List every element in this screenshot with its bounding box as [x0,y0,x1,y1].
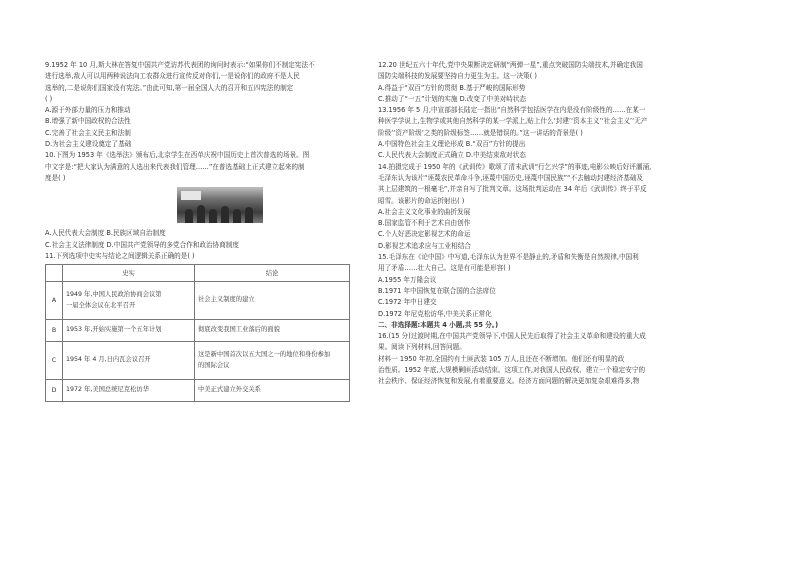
table-row [46,342,350,380]
row-letter: C [46,342,63,380]
question-15-option-c: C.1972 年中日建交 [378,298,437,307]
row-letter: A [46,282,63,320]
question-14-option-d: D.影视艺术追求应与工业相结合 [378,241,471,250]
row-conclusion: 社会主义制度的建立 [195,282,350,320]
question-14-option-b: B.国家监管不利于艺术自由创作 [378,219,471,228]
question-15-option-d: D.1972 年尼克松访华,中美关系正常化 [378,309,492,318]
question-10-line: 中文字是:“把大家认为满意的人选出来代表我们管理……”在普选基础上正式建立起来的制 [45,162,305,171]
question-14 [378,162,741,252]
table-header-fact: 史实 [63,265,195,282]
question-12-option-ab: A.得益于“双百”方针的贯彻 B.基于严峻的国际形势 [378,83,526,92]
question-12 [378,60,741,105]
question-9-option-b: B.增强了新中国政权的合法性 [45,117,131,126]
row-conclusion: 中美正式建立外交关系 [195,380,350,402]
row-fact: 1949 年,中国人民政治协商会议第 一届全体会议在北平召开 [63,282,195,320]
question-16-line: 治性质。1952 年底,大规模剿匪活动结束。这项工作,对我国人民政权、建立一个稳定安宁的 [378,366,646,375]
question-9-line: 进行选举,敌人可以用两种说法向工农群众进行宣传反对你们,一是说你们的政府不是人民 [45,72,300,81]
left-column [45,0,408,402]
row-letter: D [46,380,63,402]
question-11 [45,251,408,402]
question-15-option-a: A.1955 年万隆会议 [378,275,437,284]
question-15-line: 用了矛盾……壮大自己。这是有可能是形容( ) [378,264,511,273]
question-13-option-ab: A.中国特色社会主义理论形成 B.“双百”方针的提出 [378,140,526,149]
table-row [46,282,350,320]
question-11-stem: 11.下列选项中史实与结论之间逻辑关系正确的是( ) [45,251,195,260]
question-14-option-c: C.个人好恶决定影视艺术的命运 [378,230,471,239]
question-14-line: 毛泽东认为该片“诬蔑农民革命斗争,诬蔑中国历史,诬蔑中国民族”“不去触动封建经济基础及 [378,173,644,182]
question-14-option-a: A.社会主义文化事业的曲折发展 [378,207,471,216]
question-10-line: 10.下图为 1953 年《选举法》颁布后,北京学生在西单庆祝中国历史上首次普选的场景。图 [45,151,310,160]
table-header-conclusion: 结论 [195,265,350,282]
question-9-option-a: A.源于外部力量的压力和推动 [45,106,131,115]
question-9-line: ( ) [45,94,53,103]
question-10-option-ab: A.人民代表大会制度 B.民族区域自治制度 [45,229,166,238]
right-column [378,0,741,388]
question-16-line: 16.(15 分)过渡时期,在中国共产党领导下,中国人民先后取得了社会主义革命和建设的重大成 [378,332,646,341]
row-fact: 1972 年,美国总统尼克松访华 [63,380,195,402]
question-16-line: 社会秩序、保证经济恢复和发展,有着重要意义。经济方面问题的解决更加复杂艰难得多,物 [378,377,640,386]
question-15 [378,252,741,320]
question-14-line: 昭雪。该影片的命运折射出( ) [378,196,465,205]
question-9-line: 9.1952 年 10 月,斯大林在答复中国共产党访苏代表团的询问时表示:“如果你们不制定宪法不 [45,61,315,69]
question-12-option-cd: C.推动了“一五”计划的实施 D.改变了中美对峙状态 [378,94,527,103]
question-14-line: 14.拍摄完成于 1950 年的《武训传》歌颂了清末武训“行乞兴学”的事迹,电影公映后好评潮涌, [378,162,652,171]
question-13 [378,105,741,161]
question-9-line: 选举的,二是说你们国家没有宪法。”由此可知,第一届全国人大的召开和五四宪法的制定 [45,83,294,92]
question-13-option-cd: C.人民代表大会制度正式确立 D.中美结束敌对状态 [378,151,526,160]
question-11-table [45,264,350,402]
table-header-row [46,265,350,282]
question-9 [45,60,408,150]
table-row [46,380,350,402]
row-letter: B [46,320,63,342]
question-15-option-b: B.1971 年中国恢复在联合国的合法席位 [378,286,496,295]
table-row [46,320,350,342]
question-12-line: 12.20 世纪五六十年代,党中央果断决定研制“两弹一星”,重点突破国防尖端技术,并确定我国 [378,61,643,69]
question-14-line: 其上层建筑的一根毫毛”,并亲自写了批判文章。这场批判运动在 34 年后《武训传》终于平反 [378,185,647,194]
row-conclusion: 彻底改变我国工业落后的面貌 [195,320,350,342]
question-10 [45,150,408,250]
election-celebration-photo [177,187,263,223]
question-13-line: 阶级’‘资产阶级’之类的阶级标签……就是错误的。”这一讲话的背景是( ) [378,128,583,137]
row-fact: 1953 年,开始实施第一个五年计划 [63,320,195,342]
question-16 [378,331,741,387]
question-9-option-c: C.完善了社会主义民主和法制 [45,128,131,137]
question-9-option-d: D.为社会主义建设奠定了基础 [45,140,132,149]
row-fact: 1954 年 4 月,日内瓦会议召开 [63,342,195,380]
question-10-option-cd: C.社会主义法律制度 D.中国共产党领导的多党合作和政治协商制度 [45,240,239,249]
question-13-line: 13.1956 年 5 月,中宣部部长陆定一指出“自然科学包括医学在内是没有阶级性的……在某一 [378,106,646,115]
question-16-line: 果。阅读下列材料,回答问题。 [378,343,466,352]
question-13-line: 种医学学说上,生物学或其他自然科学的某一学派上,贴上什么‘封建’‘资本主义’‘社会主义’‘无产 [378,117,648,126]
question-12-line: 国防尖端科技的发展要坚持自力更生为主。这一决策( ) [378,72,537,81]
row-conclusion: 这是新中国首次以五大国之一的地位和身份参加 的国际会议 [195,342,350,380]
question-10-line: 度是( ) [45,173,66,182]
question-15-line: 15.毛泽东在《论中国》中写道,毛泽东认为世界不是静止的,矛盾和失衡是自然规律,中国利 [378,253,639,262]
section-heading: 二、非选择题:本题共 4 小题,共 55 分。) [378,320,499,329]
question-16-line: 材料一 1950 年初,全国约有土匪武装 105 万人,且还在不断增加。他们还有明显的政 [378,354,625,363]
